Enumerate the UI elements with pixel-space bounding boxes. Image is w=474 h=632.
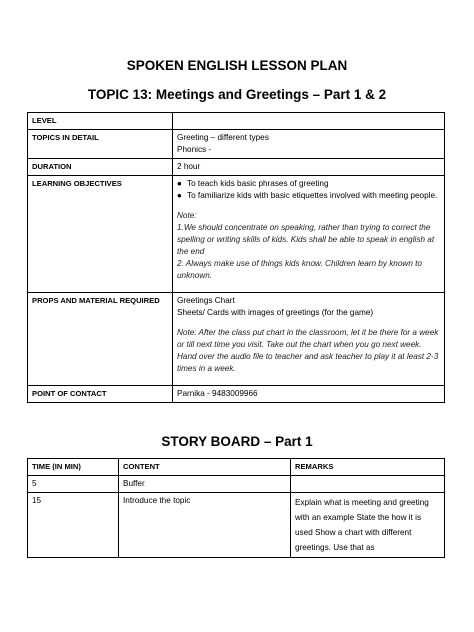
props-value — [173, 293, 445, 386]
contact-label: POINT OF CONTACT — [28, 386, 173, 403]
content-cell: Introduce the topic — [119, 493, 291, 558]
objectives-value — [173, 176, 445, 293]
time-cell: 5 — [28, 476, 119, 493]
column-header: TIME (IN MIN) — [28, 459, 119, 476]
document-title: SPOKEN ENGLISH LESSON PLAN — [126, 58, 348, 73]
table-row — [28, 493, 445, 558]
table-row — [28, 176, 445, 293]
level-value — [173, 113, 445, 130]
column-header: REMARKS — [291, 459, 445, 476]
topic-item: Greeting – different types — [177, 133, 269, 142]
contact-value: Parnika - 9483009966 — [173, 386, 445, 403]
bullet-icon: ● — [177, 179, 182, 188]
storyboard-table — [27, 458, 445, 558]
note-title: Note: — [177, 211, 197, 220]
objective-item: ● To familiarize kids with basic etiquettes involved with meeting people. — [177, 191, 438, 200]
bullet-icon: ● — [177, 191, 182, 200]
column-header: CONTENT — [119, 459, 291, 476]
table-row — [28, 386, 445, 403]
duration-value: 2 hour — [173, 159, 445, 176]
storyboard-title: STORY BOARD – Part 1 — [161, 434, 313, 449]
table-row — [28, 293, 445, 386]
props-label: PROPS AND MATERIAL REQUIRED — [28, 293, 173, 386]
topics-value — [173, 130, 445, 159]
duration-label: DURATION — [28, 159, 173, 176]
table-header-row — [28, 459, 445, 476]
note-line: 2. Always make use of things kids know. Children learn by known to unknown. — [177, 259, 422, 280]
remarks-cell — [291, 476, 445, 493]
topic-item: Phonics - — [177, 145, 212, 154]
topic-heading: TOPIC 13: Meetings and Greetings – Part 1 & 2 — [87, 87, 387, 102]
table-row — [28, 476, 445, 493]
topics-label: TOPICS IN DETAIL — [28, 130, 173, 159]
remarks-cell: Explain what is meeting and greeting with an example State the how it is used Show a chart with different greetings. Use that as — [291, 493, 445, 558]
table-row — [28, 130, 445, 159]
table-row — [28, 159, 445, 176]
objectives-label: LEARNING OBJECTIVES — [28, 176, 173, 293]
lesson-plan-table — [27, 112, 445, 403]
note-line: 1.We should concentrate on speaking, rather than trying to correct the spelling or writing skills of kids. Kids shall be able to speak in english at the end — [177, 223, 435, 256]
table-row — [28, 113, 445, 130]
content-cell: Buffer — [119, 476, 291, 493]
props-item: Sheets/ Cards with images of greetings (for the game) — [177, 308, 374, 317]
time-cell: 15 — [28, 493, 119, 558]
props-note: Note: After the class put chart in the classroom, let it be there for a week or till next time you visit. Take out the chart when you go next week. Hand over the audio file to teacher and ask teacher to play it at least 2-3 times in a week. — [177, 328, 439, 373]
level-label: LEVEL — [28, 113, 173, 130]
props-item: Greetings Chart — [177, 296, 235, 305]
objective-item: ● To teach kids basic phrases of greeting — [177, 179, 329, 188]
